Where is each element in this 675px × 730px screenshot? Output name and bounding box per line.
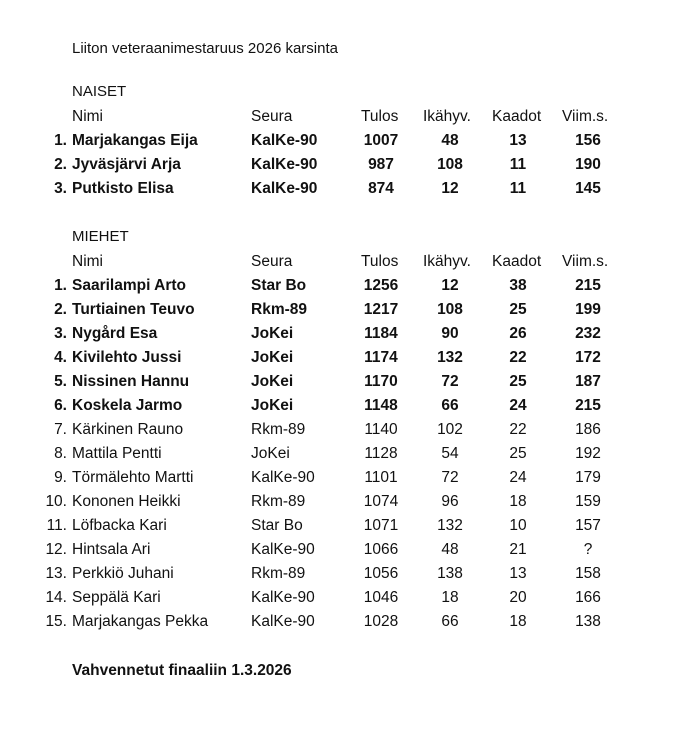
club-cell: JoKei xyxy=(251,397,294,414)
viim-cell: 192 xyxy=(575,445,601,462)
ikahyv-cell: 66 xyxy=(441,397,459,414)
header-viim: Viim.s. xyxy=(562,253,609,270)
viim-cell: 158 xyxy=(575,565,601,582)
section-label-naiset: NAISET xyxy=(72,83,127,100)
table-header-row xyxy=(0,250,675,274)
kaadot-cell: 21 xyxy=(509,541,527,558)
viim-cell: 159 xyxy=(575,493,601,510)
tulos-cell: 1170 xyxy=(364,373,398,390)
ikahyv-cell: 72 xyxy=(441,469,459,486)
table-row xyxy=(0,370,675,394)
ikahyv-cell: 18 xyxy=(441,589,459,606)
rank-cell: 12. xyxy=(45,541,67,558)
naiset-table xyxy=(0,105,675,201)
club-cell: KalKe-90 xyxy=(251,541,315,558)
club-cell: KalKe-90 xyxy=(251,132,318,149)
rank-cell: 3. xyxy=(54,325,67,342)
viim-cell: 179 xyxy=(575,469,601,486)
club-cell: JoKei xyxy=(251,325,294,342)
viim-cell: 156 xyxy=(575,132,601,149)
name-cell: Mattila Pentti xyxy=(72,445,162,462)
viim-cell: 215 xyxy=(575,397,601,414)
name-cell: Kivilehto Jussi xyxy=(72,349,182,366)
header-viim: Viim.s. xyxy=(562,108,609,125)
tulos-cell: 1256 xyxy=(363,277,399,294)
ikahyv-cell: 102 xyxy=(437,421,463,438)
header-tulos: Tulos xyxy=(361,108,399,125)
rank-cell: 3. xyxy=(54,180,67,197)
club-cell: Rkm-89 xyxy=(251,421,306,438)
tulos-cell: 1028 xyxy=(363,613,399,630)
club-cell: JoKei xyxy=(251,445,290,462)
viim-cell: 199 xyxy=(575,301,601,318)
club-cell: Star Bo xyxy=(251,517,303,534)
table-row xyxy=(0,610,675,634)
club-cell: KalKe-90 xyxy=(251,156,318,173)
ikahyv-cell: 48 xyxy=(441,541,459,558)
name-cell: Marjakangas Eija xyxy=(72,132,198,149)
name-cell: Perkkiö Juhani xyxy=(72,565,174,582)
viim-cell: 157 xyxy=(575,517,601,534)
kaadot-cell: 24 xyxy=(509,397,527,414)
viim-cell: 145 xyxy=(575,180,601,197)
tulos-cell: 1184 xyxy=(364,325,398,342)
header-kaadot: Kaadot xyxy=(492,108,542,125)
tulos-cell: 1066 xyxy=(363,541,399,558)
table-row xyxy=(0,562,675,586)
table-row xyxy=(0,466,675,490)
ikahyv-cell: 132 xyxy=(437,349,463,366)
tulos-cell: 1140 xyxy=(364,421,398,438)
name-cell: Törmälehto Martti xyxy=(72,469,194,486)
tulos-cell: 987 xyxy=(368,156,394,173)
tulos-cell: 1128 xyxy=(364,445,398,462)
table-row xyxy=(0,442,675,466)
tulos-cell: 874 xyxy=(368,180,394,197)
rank-cell: 9. xyxy=(54,469,67,486)
name-cell: Nygård Esa xyxy=(72,325,158,342)
ikahyv-cell: 96 xyxy=(441,493,459,510)
club-cell: Rkm-89 xyxy=(251,493,306,510)
miehet-rows xyxy=(0,274,675,634)
club-cell: KalKe-90 xyxy=(251,613,315,630)
naiset-rows xyxy=(0,129,675,201)
rank-cell: 5. xyxy=(54,373,67,390)
viim-cell: 186 xyxy=(575,421,601,438)
ikahyv-cell: 108 xyxy=(437,301,463,318)
header-club: Seura xyxy=(251,108,293,125)
tulos-cell: 1007 xyxy=(363,132,399,149)
kaadot-cell: 20 xyxy=(509,589,527,606)
rank-cell: 8. xyxy=(54,445,67,462)
kaadot-cell: 38 xyxy=(509,277,527,294)
viim-cell: 166 xyxy=(575,589,601,606)
kaadot-cell: 22 xyxy=(509,349,527,366)
name-cell: Kärkinen Rauno xyxy=(72,421,184,438)
table-row xyxy=(0,177,675,201)
viim-cell: 172 xyxy=(575,349,601,366)
header-tulos: Tulos xyxy=(361,253,399,270)
rank-cell: 1. xyxy=(54,132,67,149)
footer-note: Vahvennetut finaaliin 1.3.2026 xyxy=(72,662,292,679)
club-cell: JoKei xyxy=(251,349,294,366)
name-cell: Saarilampi Arto xyxy=(72,277,186,294)
kaadot-cell: 24 xyxy=(509,469,527,486)
table-row xyxy=(0,514,675,538)
name-cell: Marjakangas Pekka xyxy=(72,613,209,630)
kaadot-cell: 11 xyxy=(509,156,527,173)
rank-cell: 6. xyxy=(54,397,67,414)
table-row xyxy=(0,490,675,514)
rank-cell: 7. xyxy=(54,421,67,438)
ikahyv-cell: 90 xyxy=(441,325,459,342)
rank-cell: 10. xyxy=(45,493,67,510)
table-row xyxy=(0,153,675,177)
club-cell: KalKe-90 xyxy=(251,589,315,606)
rank-cell: 1. xyxy=(54,277,67,294)
section-label-miehet: MIEHET xyxy=(72,228,129,245)
tulos-cell: 1074 xyxy=(363,493,399,510)
table-row xyxy=(0,129,675,153)
table-row xyxy=(0,538,675,562)
header-name: Nimi xyxy=(72,108,103,125)
table-row xyxy=(0,394,675,418)
kaadot-cell: 26 xyxy=(509,325,527,342)
header-name: Nimi xyxy=(72,253,103,270)
ikahyv-cell: 48 xyxy=(441,132,459,149)
name-cell: Koskela Jarmo xyxy=(72,397,183,414)
club-cell: KalKe-90 xyxy=(251,180,318,197)
rank-cell: 4. xyxy=(54,349,67,366)
kaadot-cell: 18 xyxy=(509,613,527,630)
rank-cell: 15. xyxy=(45,613,67,630)
club-cell: KalKe-90 xyxy=(251,469,315,486)
rank-cell: 2. xyxy=(54,301,67,318)
club-cell: Rkm-89 xyxy=(251,301,307,318)
rank-cell: 2. xyxy=(54,156,67,173)
header-club: Seura xyxy=(251,253,293,270)
kaadot-cell: 11 xyxy=(509,180,527,197)
kaadot-cell: 25 xyxy=(509,373,527,390)
table-row xyxy=(0,586,675,610)
rank-cell: 14. xyxy=(45,589,67,606)
kaadot-cell: 13 xyxy=(509,132,527,149)
name-cell: Seppälä Kari xyxy=(72,589,161,606)
tulos-cell: 1056 xyxy=(363,565,399,582)
table-row xyxy=(0,274,675,298)
tulos-cell: 1101 xyxy=(364,469,398,486)
table-row xyxy=(0,322,675,346)
viim-cell: 215 xyxy=(575,277,601,294)
table-row xyxy=(0,298,675,322)
document-title: Liiton veteraanimestaruus 2026 karsinta xyxy=(72,40,338,57)
viim-cell: 138 xyxy=(575,613,601,630)
tulos-cell: 1217 xyxy=(363,301,399,318)
tulos-cell: 1046 xyxy=(363,589,399,606)
tulos-cell: 1148 xyxy=(364,397,398,414)
ikahyv-cell: 138 xyxy=(437,565,463,582)
ikahyv-cell: 66 xyxy=(441,613,459,630)
name-cell: Löfbacka Kari xyxy=(72,517,167,534)
table-row xyxy=(0,418,675,442)
header-ikahyv: Ikähyv. xyxy=(423,108,471,125)
kaadot-cell: 22 xyxy=(509,421,527,438)
header-ikahyv: Ikähyv. xyxy=(423,253,471,270)
name-cell: Hintsala Ari xyxy=(72,541,151,558)
kaadot-cell: 13 xyxy=(509,565,527,582)
miehet-table xyxy=(0,250,675,634)
name-cell: Nissinen Hannu xyxy=(72,373,190,390)
club-cell: JoKei xyxy=(251,373,294,390)
ikahyv-cell: 12 xyxy=(441,180,459,197)
rank-cell: 13. xyxy=(45,565,67,582)
table-header-row xyxy=(0,105,675,129)
tulos-cell: 1071 xyxy=(363,517,399,534)
name-cell: Turtiainen Teuvo xyxy=(72,301,195,318)
rank-cell: 11. xyxy=(46,517,67,534)
table-row xyxy=(0,346,675,370)
viim-cell: ? xyxy=(583,541,593,558)
kaadot-cell: 25 xyxy=(509,445,527,462)
viim-cell: 190 xyxy=(575,156,601,173)
club-cell: Star Bo xyxy=(251,277,307,294)
ikahyv-cell: 12 xyxy=(441,277,459,294)
tulos-cell: 1174 xyxy=(364,349,398,366)
name-cell: Kononen Heikki xyxy=(72,493,181,510)
ikahyv-cell: 108 xyxy=(437,156,463,173)
kaadot-cell: 25 xyxy=(509,301,527,318)
club-cell: Rkm-89 xyxy=(251,565,306,582)
name-cell: Jyväsjärvi Arja xyxy=(72,156,181,173)
ikahyv-cell: 54 xyxy=(441,445,459,462)
viim-cell: 232 xyxy=(575,325,601,342)
viim-cell: 187 xyxy=(575,373,601,390)
kaadot-cell: 18 xyxy=(509,493,527,510)
header-kaadot: Kaadot xyxy=(492,253,542,270)
ikahyv-cell: 132 xyxy=(437,517,463,534)
ikahyv-cell: 72 xyxy=(441,373,459,390)
kaadot-cell: 10 xyxy=(509,517,527,534)
name-cell: Putkisto Elisa xyxy=(72,180,174,197)
